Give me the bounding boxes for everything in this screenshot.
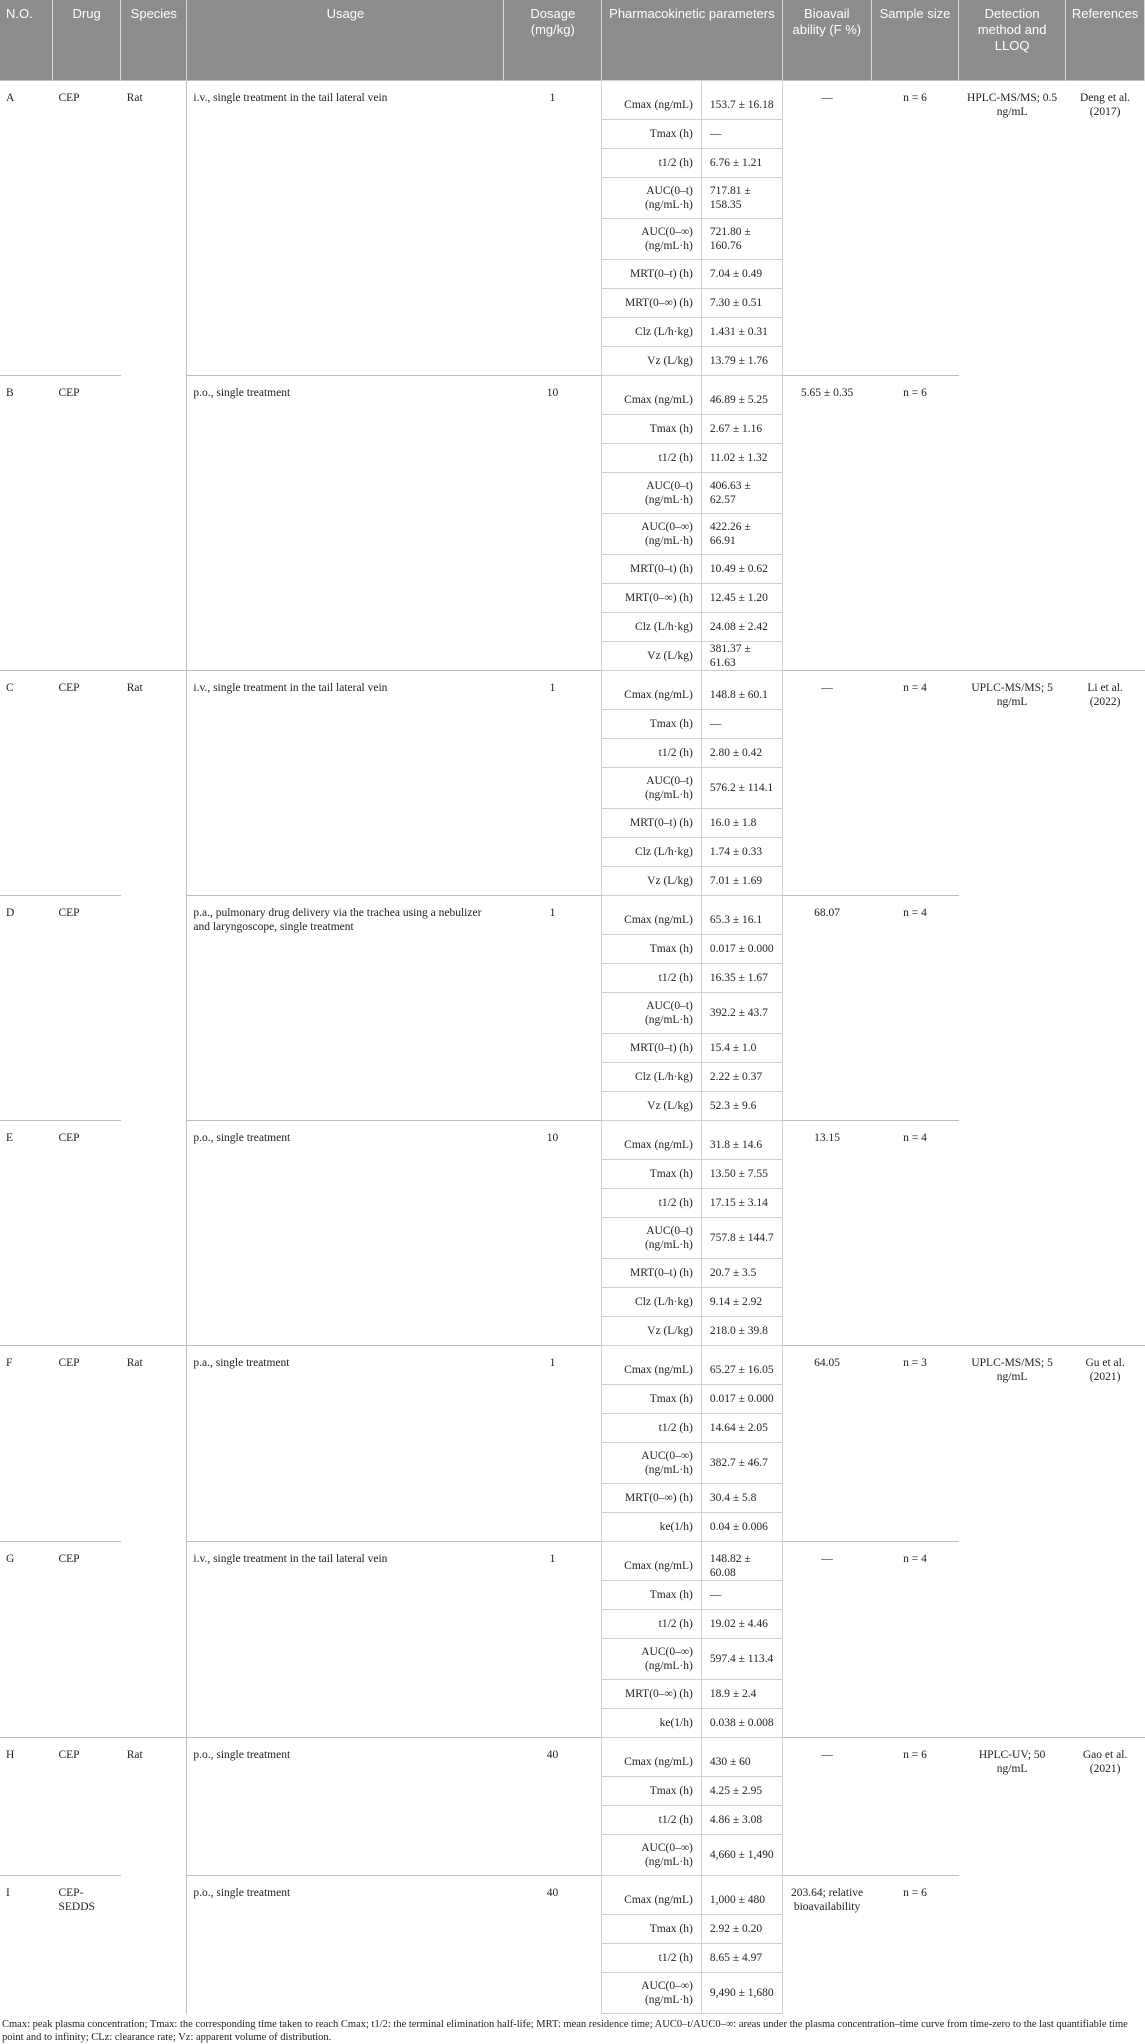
- pk-parameter-name: Vz (L/kg): [602, 867, 702, 896]
- usage: i.v., single treatment in the tail lateral vein: [187, 81, 504, 376]
- pk-parameter-name: AUC(0–∞) (ng/mL·h): [602, 514, 702, 555]
- dosage: 10: [504, 1121, 602, 1346]
- row-id: G: [0, 1542, 52, 1738]
- drug-name: CEP: [52, 1346, 120, 1542]
- row-id: C: [0, 671, 52, 896]
- pk-parameter-name: AUC(0–∞) (ng/mL·h): [602, 1835, 702, 1876]
- pk-parameter-value: 721.80 ± 160.76: [701, 219, 782, 260]
- pk-parameter-value: 14.64 ± 2.05: [701, 1414, 782, 1443]
- pk-parameter-name: MRT(0–∞) (h): [602, 1484, 702, 1513]
- dosage: 1: [504, 671, 602, 896]
- pk-parameter-name: Tmax (h): [602, 415, 702, 444]
- pk-parameter-value: 430 ± 60: [701, 1738, 782, 1777]
- pk-parameter-value: 16.35 ± 1.67: [701, 964, 782, 993]
- pk-parameter-name: MRT(0–∞) (h): [602, 1680, 702, 1709]
- pk-parameter-name: t1/2 (h): [602, 1610, 702, 1639]
- usage: p.o., single treatment: [187, 376, 504, 671]
- col-header-dosage: Dosage (mg/kg): [504, 0, 602, 81]
- reference: Gu et al. (2021): [1066, 1346, 1145, 1738]
- pk-parameter-value: 12.45 ± 1.20: [701, 584, 782, 613]
- pk-parameter-value: 9.14 ± 2.92: [701, 1288, 782, 1317]
- pk-parameter-name: ke(1/h): [602, 1513, 702, 1542]
- pk-parameter-value: 7.30 ± 0.51: [701, 289, 782, 318]
- pk-parameter-value: 16.0 ± 1.8: [701, 809, 782, 838]
- col-header-no: N.O.: [0, 0, 52, 81]
- pk-parameter-name: Tmax (h): [602, 1581, 702, 1610]
- pk-parameter-name: AUC(0–t) (ng/mL·h): [602, 178, 702, 219]
- pk-parameter-name: t1/2 (h): [602, 1414, 702, 1443]
- bioavailability: 203.64; relative bioavailability: [782, 1876, 871, 2014]
- col-header-references: References: [1066, 0, 1145, 81]
- pk-parameter-value: 406.63 ± 62.57: [701, 473, 782, 514]
- pk-parameter-name: Vz (L/kg): [602, 642, 702, 671]
- detection-method: HPLC-MS/MS; 0.5 ng/mL: [959, 81, 1066, 671]
- pk-parameter-name: Clz (L/h·kg): [602, 318, 702, 347]
- bioavailability: —: [782, 671, 871, 896]
- pk-parameter-value: 17.15 ± 3.14: [701, 1189, 782, 1218]
- bioavailability: —: [782, 1542, 871, 1738]
- pk-parameter-value: 4.25 ± 2.95: [701, 1777, 782, 1806]
- pk-parameter-name: t1/2 (h): [602, 1944, 702, 1973]
- sample-size: n = 6: [871, 81, 958, 376]
- pk-parameter-value: 2.67 ± 1.16: [701, 415, 782, 444]
- col-header-sample-size: Sample size: [871, 0, 958, 81]
- pk-parameter-name: t1/2 (h): [602, 149, 702, 178]
- dosage: 1: [504, 1346, 602, 1542]
- pk-parameter-value: 0.017 ± 0.000: [701, 935, 782, 964]
- usage: p.o., single treatment: [187, 1121, 504, 1346]
- table-body: [0, 81, 1145, 2014]
- dosage: 1: [504, 1542, 602, 1738]
- pk-parameter-name: Tmax (h): [602, 935, 702, 964]
- pk-parameter-name: Cmax (ng/mL): [602, 1346, 702, 1385]
- pk-parameter-name: AUC(0–t) (ng/mL·h): [602, 473, 702, 514]
- species: Rat: [121, 671, 187, 1346]
- drug-name: CEP: [52, 1121, 120, 1346]
- sample-size: n = 4: [871, 896, 958, 1121]
- pk-parameter-value: —: [701, 1581, 782, 1610]
- pk-parameter-value: 218.0 ± 39.8: [701, 1317, 782, 1346]
- pk-parameter-value: 11.02 ± 1.32: [701, 444, 782, 473]
- row-id: E: [0, 1121, 52, 1346]
- pk-parameter-name: t1/2 (h): [602, 964, 702, 993]
- pk-parameter-value: 65.27 ± 16.05: [701, 1346, 782, 1385]
- pk-parameter-name: Cmax (ng/mL): [602, 1738, 702, 1777]
- table-row: [0, 1738, 1145, 1777]
- usage: i.v., single treatment in the tail lateral vein: [187, 1542, 504, 1738]
- pk-parameter-value: —: [701, 710, 782, 739]
- pk-parameter-value: 2.80 ± 0.42: [701, 739, 782, 768]
- usage: p.o., single treatment: [187, 1876, 504, 2014]
- pk-parameter-value: 1.74 ± 0.33: [701, 838, 782, 867]
- pk-parameter-value: 0.038 ± 0.008: [701, 1709, 782, 1738]
- pk-parameter-name: Vz (L/kg): [602, 347, 702, 376]
- pk-parameter-name: MRT(0–∞) (h): [602, 584, 702, 613]
- pk-parameter-value: 0.04 ± 0.006: [701, 1513, 782, 1542]
- pk-parameter-name: Cmax (ng/mL): [602, 376, 702, 415]
- pk-parameter-name: Tmax (h): [602, 1915, 702, 1944]
- pk-parameter-value: 19.02 ± 4.46: [701, 1610, 782, 1639]
- usage: i.v., single treatment in the tail lateral vein: [187, 671, 504, 896]
- pk-parameter-value: 381.37 ± 61.63: [701, 642, 782, 671]
- drug-name: CEP: [52, 896, 120, 1121]
- drug-name: CEP-SEDDS: [52, 1876, 120, 2014]
- pk-parameter-value: 392.2 ± 43.7: [701, 993, 782, 1034]
- species: Rat: [121, 81, 187, 671]
- drug-name: CEP: [52, 376, 120, 671]
- drug-name: CEP: [52, 81, 120, 376]
- pk-parameter-name: AUC(0–t) (ng/mL·h): [602, 993, 702, 1034]
- pk-parameter-value: 8.65 ± 4.97: [701, 1944, 782, 1973]
- pk-parameter-name: MRT(0–t) (h): [602, 555, 702, 584]
- bioavailability: —: [782, 81, 871, 376]
- bioavailability: 68.07: [782, 896, 871, 1121]
- pk-parameter-value: 20.7 ± 3.5: [701, 1259, 782, 1288]
- pk-parameter-name: Tmax (h): [602, 1160, 702, 1189]
- pk-parameter-value: 148.82 ± 60.08: [701, 1542, 782, 1581]
- pk-parameter-name: Cmax (ng/mL): [602, 1542, 702, 1581]
- bioavailability: 64.05: [782, 1346, 871, 1542]
- pk-parameter-name: Cmax (ng/mL): [602, 896, 702, 935]
- row-id: B: [0, 376, 52, 671]
- usage: p.a., pulmonary drug delivery via the trachea using a nebulizer and laryngoscope, single treatment: [187, 896, 504, 1121]
- usage: p.a., single treatment: [187, 1346, 504, 1542]
- pk-parameter-name: MRT(0–t) (h): [602, 1034, 702, 1063]
- pk-parameter-name: Tmax (h): [602, 1777, 702, 1806]
- bioavailability: —: [782, 1738, 871, 1876]
- pk-parameter-name: Tmax (h): [602, 120, 702, 149]
- pk-parameter-name: t1/2 (h): [602, 1189, 702, 1218]
- row-id: I: [0, 1876, 52, 2014]
- reference: Deng et al. (2017): [1066, 81, 1145, 671]
- pk-parameter-value: 382.7 ± 46.7: [701, 1443, 782, 1484]
- pk-parameter-value: 9,490 ± 1,680: [701, 1973, 782, 2014]
- detection-method: UPLC-MS/MS; 5 ng/mL: [959, 1346, 1066, 1738]
- pk-parameter-name: Tmax (h): [602, 710, 702, 739]
- pk-parameter-value: 2.92 ± 0.20: [701, 1915, 782, 1944]
- pk-parameter-value: 18.9 ± 2.4: [701, 1680, 782, 1709]
- pk-parameter-value: 13.79 ± 1.76: [701, 347, 782, 376]
- pk-parameter-value: 7.04 ± 0.49: [701, 260, 782, 289]
- detection-method: HPLC-UV; 50 ng/mL: [959, 1738, 1066, 2014]
- pk-parameter-value: 52.3 ± 9.6: [701, 1092, 782, 1121]
- pk-parameter-value: 576.2 ± 114.1: [701, 768, 782, 809]
- drug-name: CEP: [52, 1542, 120, 1738]
- species: Rat: [121, 1346, 187, 1738]
- row-id: D: [0, 896, 52, 1121]
- pk-parameter-name: Clz (L/h·kg): [602, 1063, 702, 1092]
- dosage: 40: [504, 1738, 602, 1876]
- sample-size: n = 4: [871, 671, 958, 896]
- sample-size: n = 3: [871, 1346, 958, 1542]
- pk-parameter-name: Vz (L/kg): [602, 1317, 702, 1346]
- pk-parameter-value: 30.4 ± 5.8: [701, 1484, 782, 1513]
- pk-parameter-name: MRT(0–t) (h): [602, 809, 702, 838]
- pk-parameter-name: MRT(0–t) (h): [602, 260, 702, 289]
- reference: Gao et al. (2021): [1066, 1738, 1145, 2014]
- col-header-pk: Pharmacokinetic parameters: [602, 0, 783, 81]
- pk-parameter-value: 1,000 ± 480: [701, 1876, 782, 1915]
- pk-parameter-value: —: [701, 120, 782, 149]
- dosage: 40: [504, 1876, 602, 2014]
- dosage: 1: [504, 896, 602, 1121]
- pk-parameter-name: t1/2 (h): [602, 1806, 702, 1835]
- pk-parameter-name: Clz (L/h·kg): [602, 838, 702, 867]
- dosage: 10: [504, 376, 602, 671]
- sample-size: n = 6: [871, 376, 958, 671]
- pk-parameter-name: AUC(0–∞) (ng/mL·h): [602, 1639, 702, 1680]
- pk-parameter-name: Cmax (ng/mL): [602, 81, 702, 120]
- pk-parameter-value: 422.26 ± 66.91: [701, 514, 782, 555]
- pk-parameter-name: AUC(0–t) (ng/mL·h): [602, 1218, 702, 1259]
- col-header-bioavailability: Bioavail ability (F %): [782, 0, 871, 81]
- pk-parameter-value: 597.4 ± 113.4: [701, 1639, 782, 1680]
- sample-size: n = 6: [871, 1876, 958, 2014]
- drug-name: CEP: [52, 671, 120, 896]
- pk-parameter-name: AUC(0–∞) (ng/mL·h): [602, 219, 702, 260]
- pk-parameter-name: ke(1/h): [602, 1709, 702, 1738]
- pk-parameter-name: Cmax (ng/mL): [602, 1121, 702, 1160]
- pk-parameter-value: 46.89 ± 5.25: [701, 376, 782, 415]
- row-id: A: [0, 81, 52, 376]
- pk-parameter-value: 65.3 ± 16.1: [701, 896, 782, 935]
- bioavailability: 13.15: [782, 1121, 871, 1346]
- pk-parameter-name: MRT(0–∞) (h): [602, 289, 702, 318]
- pk-parameter-value: 1.431 ± 0.31: [701, 318, 782, 347]
- detection-method: UPLC-MS/MS; 5 ng/mL: [959, 671, 1066, 1346]
- pk-parameter-name: Clz (L/h·kg): [602, 1288, 702, 1317]
- usage: p.o., single treatment: [187, 1738, 504, 1876]
- pk-parameter-value: 4,660 ± 1,490: [701, 1835, 782, 1876]
- sample-size: n = 6: [871, 1738, 958, 1876]
- table-row: [0, 671, 1145, 710]
- drug-name: CEP: [52, 1738, 120, 1876]
- pk-parameter-value: 0.017 ± 0.000: [701, 1385, 782, 1414]
- pk-parameter-name: Cmax (ng/mL): [602, 1876, 702, 1915]
- row-id: F: [0, 1346, 52, 1542]
- pk-parameter-value: 4.86 ± 3.08: [701, 1806, 782, 1835]
- bioavailability: 5.65 ± 0.35: [782, 376, 871, 671]
- pk-parameter-value: 148.8 ± 60.1: [701, 671, 782, 710]
- pk-parameter-value: 6.76 ± 1.21: [701, 149, 782, 178]
- pk-parameter-name: Vz (L/kg): [602, 1092, 702, 1121]
- reference: Li et al. (2022): [1066, 671, 1145, 1346]
- pk-parameter-name: Clz (L/h·kg): [602, 613, 702, 642]
- col-header-species: Species: [121, 0, 187, 81]
- pk-parameter-name: Cmax (ng/mL): [602, 671, 702, 710]
- pk-parameter-value: 153.7 ± 16.18: [701, 81, 782, 120]
- pk-parameter-value: 10.49 ± 0.62: [701, 555, 782, 584]
- pk-parameter-value: 31.8 ± 14.6: [701, 1121, 782, 1160]
- dosage: 1: [504, 81, 602, 376]
- pk-parameter-name: Tmax (h): [602, 1385, 702, 1414]
- pk-parameter-value: 13.50 ± 7.55: [701, 1160, 782, 1189]
- pk-parameter-name: AUC(0–t) (ng/mL·h): [602, 768, 702, 809]
- pk-parameter-value: 7.01 ± 1.69: [701, 867, 782, 896]
- row-id: H: [0, 1738, 52, 1876]
- sample-size: n = 4: [871, 1121, 958, 1346]
- sample-size: n = 4: [871, 1542, 958, 1738]
- pk-parameter-name: t1/2 (h): [602, 444, 702, 473]
- species: Rat: [121, 1738, 187, 2014]
- col-header-detection: Detection method and LLOQ: [959, 0, 1066, 81]
- pk-parameter-value: 2.22 ± 0.37: [701, 1063, 782, 1092]
- pk-parameter-name: MRT(0–t) (h): [602, 1259, 702, 1288]
- pk-parameter-value: 24.08 ± 2.42: [701, 613, 782, 642]
- table-row: [0, 81, 1145, 120]
- col-header-drug: Drug: [52, 0, 120, 81]
- header-row: [0, 0, 1145, 81]
- table-footnote: Cmax: peak plasma concentration; Tmax: the corresponding time taken to reach Cmax; t1/2: the terminal elimination half-life; MRT: mean residence time; AUC0–t/AUC0–∞: areas under the plasma concentration–time curve from time-zero to the last quantifiable time point and to infinity; CLz: clearance rate; Vz: apparent volume of distribution.: [2, 2019, 1128, 2043]
- pk-parameter-name: t1/2 (h): [602, 739, 702, 768]
- pk-parameter-name: AUC(0–∞) (ng/mL·h): [602, 1443, 702, 1484]
- col-header-usage: Usage: [187, 0, 504, 81]
- pk-parameter-name: AUC(0–∞) (ng/mL·h): [602, 1973, 702, 2014]
- pk-parameter-value: 757.8 ± 144.7: [701, 1218, 782, 1259]
- table-row: [0, 1346, 1145, 1385]
- pk-parameter-value: 15.4 ± 1.0: [701, 1034, 782, 1063]
- pk-parameter-value: 717.81 ± 158.35: [701, 178, 782, 219]
